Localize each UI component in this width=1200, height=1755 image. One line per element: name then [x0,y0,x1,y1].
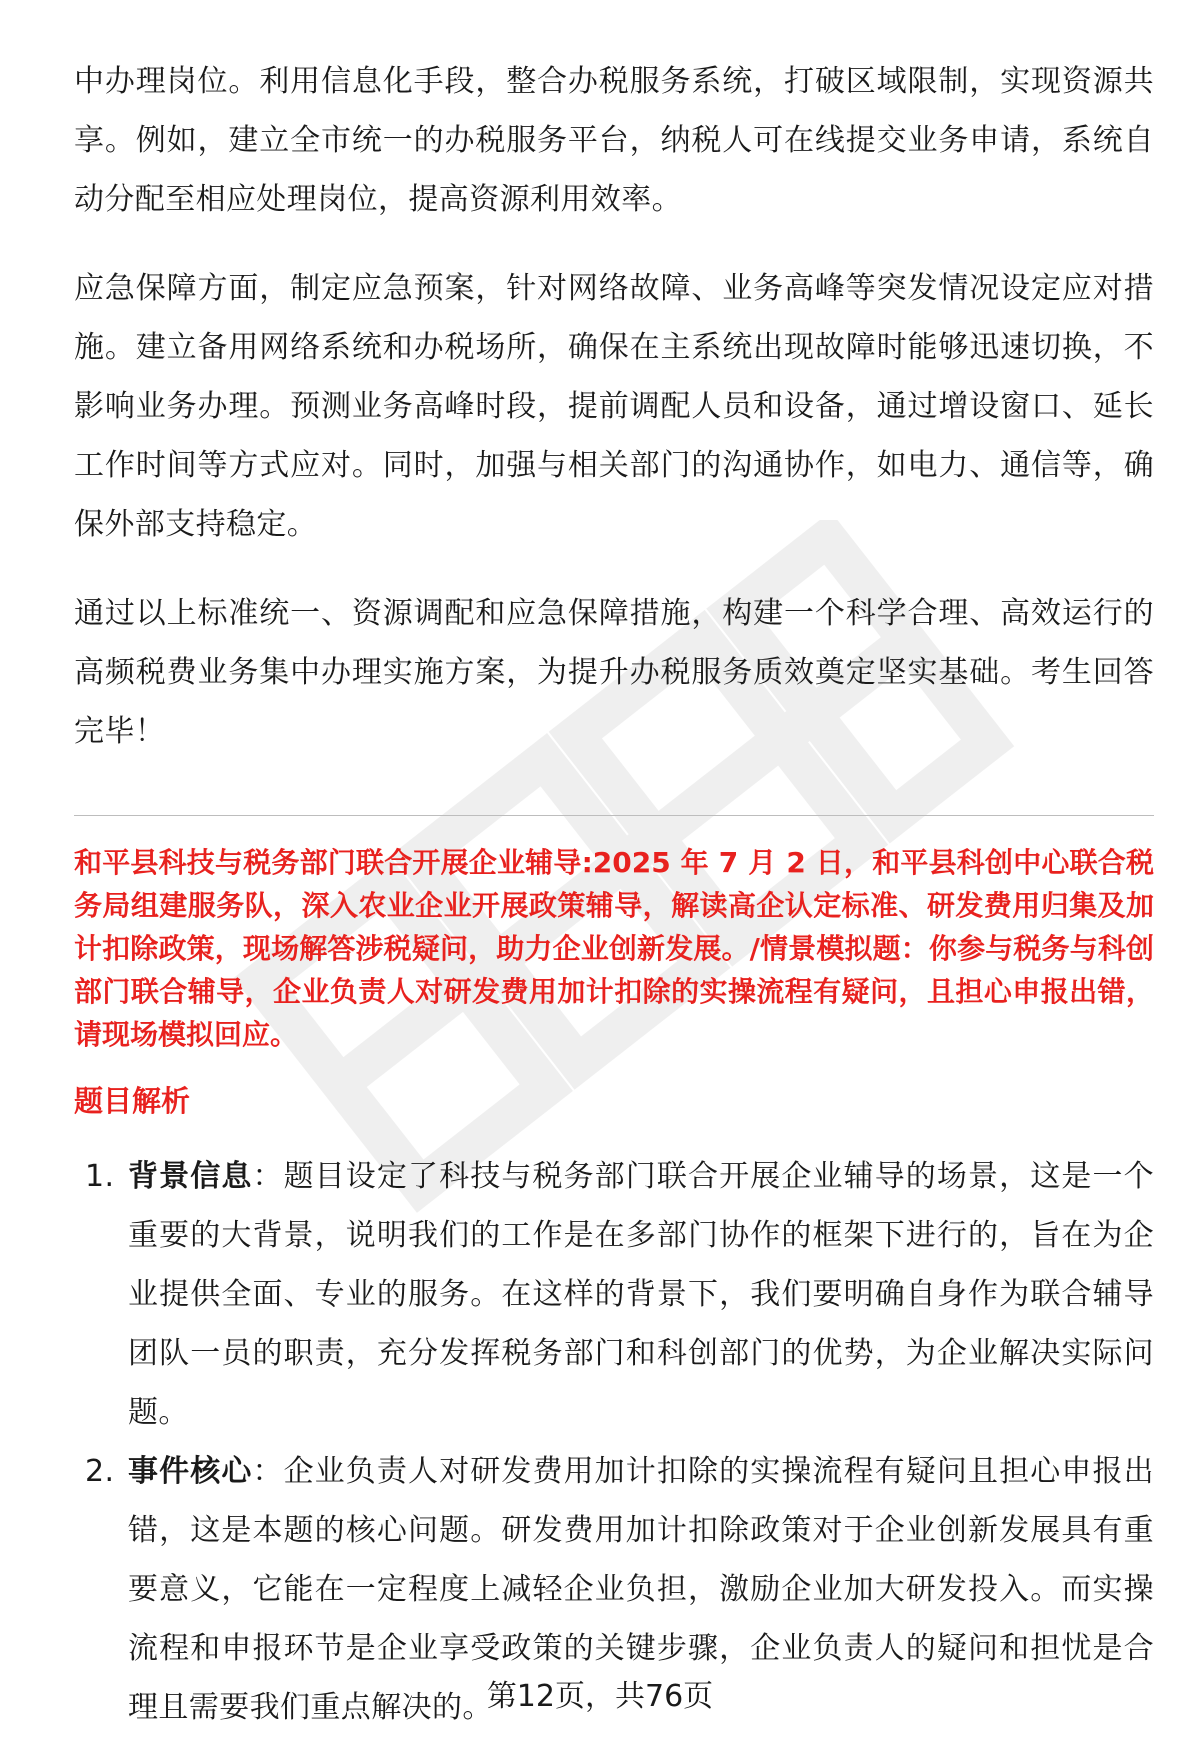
list-item-term: 事件核心 [128,1454,253,1489]
answer-continuation [74,52,1154,761]
list-item-text: ：题目设定了科技与税务部门联合开展企业辅导的场景，这是一个重要的大背景，说明我们的工作是在多部门协作的框架下进行的，旨在为企业提供全面、专业的服务。在这样的背景下，我们要明确自身作为联合辅导团队一员的职责，充分发挥税务部门和科创部门的优势，为企业解决实际问题。 [128,1159,1154,1430]
page-number: 第12页，共76页 [486,1679,714,1714]
paragraph: 中办理岗位。利用信息化手段，整合办税服务系统，打破区域限制，实现资源共享。例如，建立全市统一的办税服务平台，纳税人可在线提交业务申请，系统自动分配至相应处理岗位，提高资源利用效率。 [74,64,1154,217]
list-item [74,1147,1154,1442]
paragraph: 通过以上标准统一、资源调配和应急保障措施，构建一个科学合理、高效运行的高频税费业务集中办理实施方案，为提升办税服务质效奠定坚实基础。考生回答完毕！ [74,596,1154,749]
section-divider [74,815,1154,816]
list-item-number: 1. [85,1159,115,1194]
list-item-term: 背景信息 [128,1159,253,1194]
list-item-number: 2. [85,1454,115,1489]
list-item-text: ：企业负责人对研发费用加计扣除的实操流程有疑问且担心申报出错，这是本题的核心问题。研发费用加计扣除政策对于企业创新发展具有重要意义，它能在一定程度上减轻企业负担，激励企业加大研发投入。而实操流程和申报环节是企业享受政策的关键步骤，企业负责人的疑问和担忧是合理且需要我们重点解决的。 [128,1454,1154,1725]
analysis-list [74,1147,1154,1737]
question-statement: 和平县科技与税务部门联合开展企业辅导:2025 年 7 月 2 日，和平县科创中心联合税务局组建服务队，深入农业企业开展政策辅导，解读高企认定标准、研发费用归集及加计扣除政策，现场解答涉税疑问，助力企业创新发展。/情景模拟题：你参与税务与科创部门联合辅导，企业负责人对研发费用加计扣除的实操流程有疑问，且担心申报出错，请现场模拟回应。 [74,846,1154,1051]
analysis-heading: 题目解析 [74,1084,191,1118]
paragraph: 应急保障方面，制定应急预案，针对网络故障、业务高峰等突发情况设定应对措施。建立备用网络系统和办税场所，确保在主系统出现故障时能够迅速切换，不影响业务办理。预测业务高峰时段，提前调配人员和设备，通过增设窗口、延长工作时间等方式应对。同时，加强与相关部门的沟通协作，如电力、通信等，确保外部支持稳定。 [74,271,1154,542]
